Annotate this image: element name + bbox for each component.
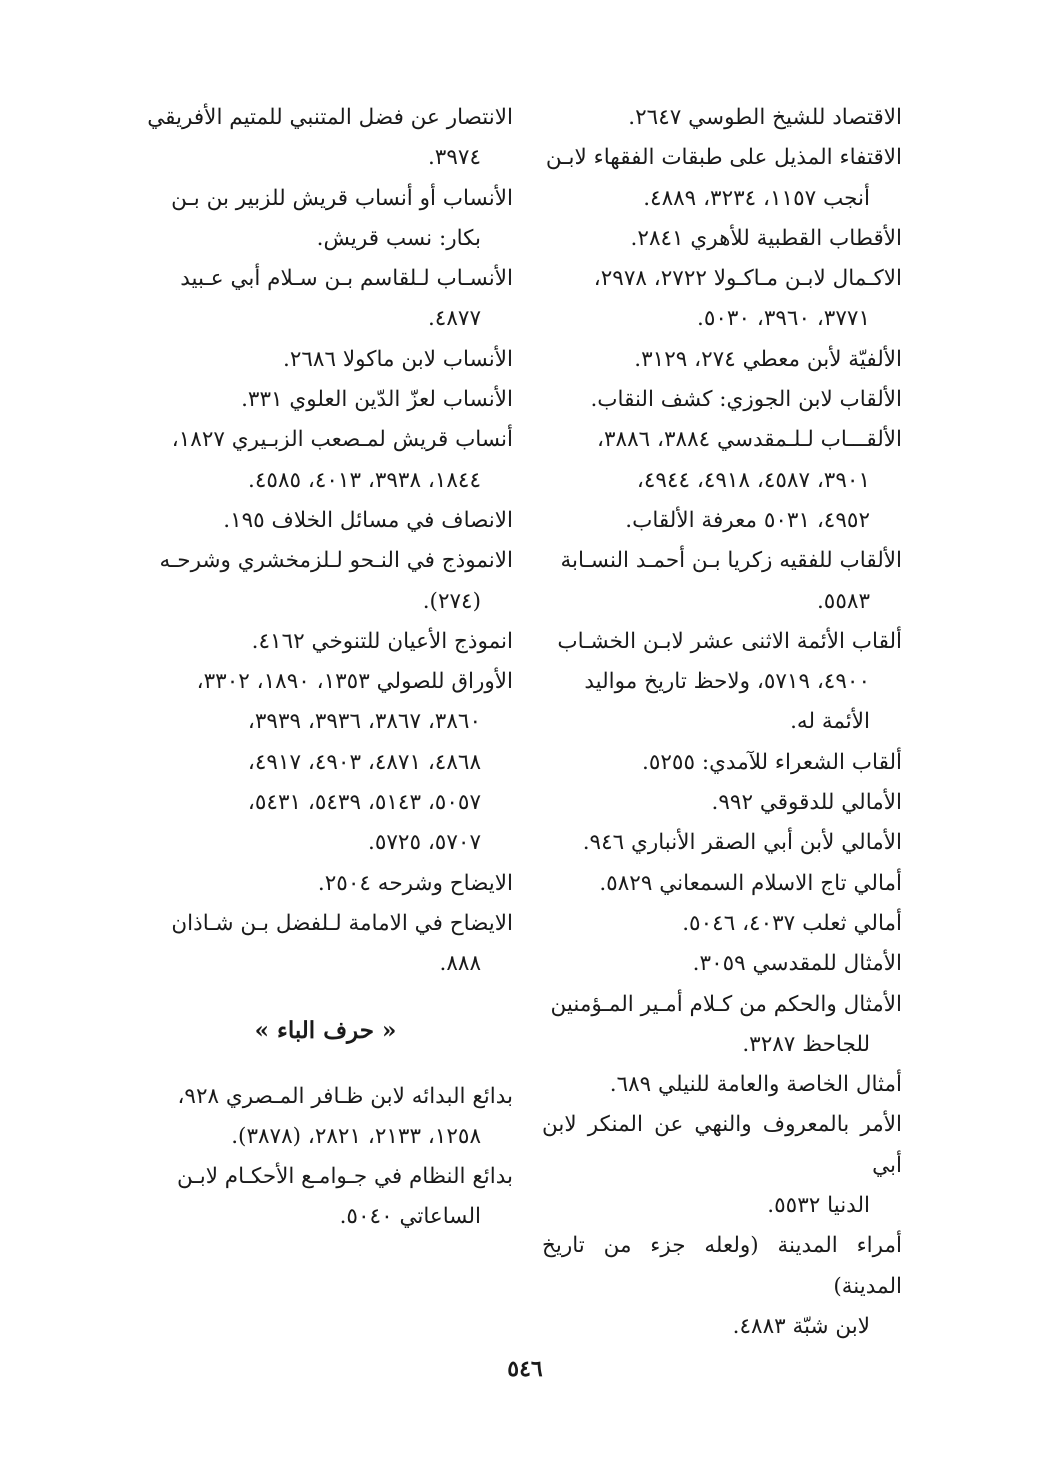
- entry-title-line: أنساب قريش لمـصعب الزبـيري ١٨٢٧،: [171, 427, 513, 453]
- entry-title-line: الأمثال للمقدسي ٣٠٥٩.: [692, 951, 902, 977]
- entry-continuation-line: ٤٨٧٧.: [427, 306, 481, 332]
- entry-title-line: بدائع البدائه لابن ظـافر المـصري ٩٢٨،: [177, 1083, 513, 1109]
- index-entry: [542, 823, 902, 863]
- entries-group-before: [138, 98, 513, 985]
- index-entry: [138, 662, 513, 863]
- entry-continuation-line: ٤٩٠٠، ٥٧١٩، ولاحظ تاريخ مواليد: [584, 669, 870, 695]
- index-entry: [542, 219, 902, 259]
- index-entry: [138, 98, 513, 179]
- index-entry: [542, 743, 902, 783]
- index-column-left: [138, 98, 513, 1238]
- index-entry: [542, 380, 902, 420]
- entry-title-line: الانصاف في مسائل الخلاف ١٩٥.: [223, 507, 513, 533]
- index-entry: [138, 179, 513, 260]
- index-entry: [138, 259, 513, 340]
- entry-continuation-line: ٥٥٨٣.: [816, 588, 870, 614]
- entry-title-line: الأنسـاب لـلقاسم بـن سـلام أبي عـبيد: [180, 266, 513, 292]
- index-entry: [138, 340, 513, 380]
- index-entry: [542, 98, 902, 138]
- index-entry: [542, 783, 902, 823]
- index-entry: [542, 904, 902, 944]
- entry-title-line: الانموذج في النـحو لـلزمخشري وشرحـه: [159, 548, 513, 574]
- entry-continuation-line: ٨٨٨.: [439, 951, 481, 977]
- index-entry: [138, 864, 513, 904]
- entry-title-line: الانتصار عن فضل المتنبي للمتيم الأفريقي: [147, 105, 513, 130]
- index-entry: [138, 1157, 513, 1238]
- entry-title-line: الألقـــاب لـلـمقدسي ٣٨٨٤، ٣٨٨٦،: [597, 427, 902, 453]
- entry-continuation-line: الأئمة له.: [790, 709, 870, 735]
- index-entry: [542, 1065, 902, 1105]
- index-entry: [542, 1105, 902, 1226]
- index-entry: [542, 944, 902, 984]
- index-column-right: [542, 98, 902, 1347]
- entry-continuation-line: ٣٩٧٤.: [427, 145, 481, 171]
- entry-title-line: أمثال الخاصة والعامة للنيلي ٦٨٩.: [609, 1072, 902, 1098]
- section-heading: « حرف الباء »: [254, 1016, 397, 1044]
- index-entry: [138, 622, 513, 662]
- entry-continuation-line: لابن شبّة ٤٨٨٣.: [732, 1313, 870, 1339]
- index-entry: [542, 985, 902, 1066]
- index-entry: [138, 541, 513, 622]
- index-entry: [542, 1226, 902, 1347]
- entry-continuation-line: ٤٨٦٨، ٤٨٧١، ٤٩٠٣، ٤٩١٧،: [247, 749, 481, 775]
- entry-continuation-line: بكار: نسب قريش.: [316, 225, 481, 251]
- index-entry: [542, 420, 902, 541]
- index-entry: [542, 864, 902, 904]
- entry-title-line: الأمالي لأبن أبي الصقر الأنباري ٩٤٦.: [582, 830, 902, 856]
- index-entry: [138, 904, 513, 985]
- entry-continuation-line: ٣٧٧١، ٣٩٦٠، ٥٠٣٠.: [696, 306, 870, 332]
- entry-continuation-line: ١٨٤٤، ٣٩٣٨، ٤٠١٣، ٤٥٨٥.: [248, 467, 481, 493]
- entry-title-line: أمراء المدينة (ولعله جزء من تاريخ المدينة): [542, 1233, 902, 1299]
- entry-title-line: الأقطاب القطبية للأهري ٢٨٤١.: [630, 225, 902, 251]
- entry-continuation-line: أنجب ١١٥٧، ٣٢٣٤، ٤٨٨٩.: [643, 185, 870, 211]
- entry-title-line: الأمثال والحكم من كـلام أمـير المـؤمنين: [550, 991, 902, 1017]
- entry-continuation-line: ٥٠٥٧، ٥١٤٣، ٥٤٣٩، ٥٤٣١،: [247, 790, 481, 816]
- entry-continuation-line: (٢٧٤).: [422, 588, 481, 614]
- page-number: ٥٤٦: [507, 1356, 543, 1382]
- entry-title-line: الألقاب للفقيه زكريا بـن أحمـد النسـابة: [560, 548, 902, 574]
- entry-title-line: الأمر بالمعروف والنهي عن المنكر لابن أبي: [542, 1112, 902, 1178]
- index-entry: [138, 420, 513, 501]
- entry-title-line: أمالي ثعلب ٤٠٣٧، ٥٠٤٦.: [682, 910, 902, 936]
- index-entry: [542, 340, 902, 380]
- entry-title-line: بدائع النظام في جـوامـع الأحكـام لابـن: [177, 1164, 513, 1190]
- entry-continuation-line: الدنيا ٥٥٣٢.: [767, 1193, 870, 1219]
- entry-title-line: الاكـمال لابـن مـاكـولا ٢٧٢٢، ٢٩٧٨،: [593, 266, 902, 292]
- entry-title-line: الألفيّة لأبن معطي ٢٧٤، ٣١٢٩.: [634, 346, 902, 372]
- entry-title-line: الايضاح وشرحه ٢٥٠٤.: [317, 870, 513, 896]
- index-entry: [138, 1077, 513, 1158]
- entry-continuation-line: للجاحظ ٣٢٨٧.: [742, 1031, 870, 1057]
- index-entry: [138, 380, 513, 420]
- entry-title-line: ألقاب الشعراء للآمدي: ٥٢٥٥.: [641, 749, 902, 775]
- index-entry: [542, 138, 902, 219]
- entry-title-line: الاقتصاد للشيخ الطوسي ٢٦٤٧.: [628, 105, 902, 130]
- entry-title-line: انموذج الأعيان للتنوخي ٤١٦٢.: [251, 628, 513, 654]
- entry-title-line: أمالي تاج الاسلام السمعاني ٥٨٢٩.: [599, 870, 902, 896]
- entry-title-line: الأنساب لعزّ الدّين العلوي ٣٣١.: [241, 387, 513, 413]
- entry-continuation-line: ٣٩٠١، ٤٥٨٧، ٤٩١٨، ٤٩٤٤،: [636, 467, 870, 493]
- entry-title-line: ألقاب الأئمة الاثنى عشر لابـن الخشـاب: [557, 628, 902, 654]
- entry-title-line: الاقتفاء المذيل على طبقات الفقهاء لابـن: [545, 145, 902, 171]
- index-entry: [542, 541, 902, 622]
- index-entry: [542, 622, 902, 743]
- index-entry: [542, 259, 902, 340]
- entry-continuation-line: ٤٩٥٢، ٥٠٣١ معرفة الألقاب.: [625, 507, 870, 533]
- entry-continuation-line: ٣٨٦٠، ٣٨٦٧، ٣٩٣٦، ٣٩٣٩،: [247, 709, 481, 735]
- entry-title-line: الايضاح في الامامة لـلفضل بـن شـاذان: [171, 910, 513, 936]
- entry-continuation-line: ١٢٥٨، ٢١٣٣، ٢٨٢١، (٣٨٧٨).: [231, 1123, 481, 1149]
- entries-group-after: [138, 1077, 513, 1238]
- entry-title-line: الألقاب لابن الجوزي: كشف النقاب.: [590, 387, 902, 413]
- index-entry: [138, 501, 513, 541]
- entry-title-line: الأنساب أو أنساب قريش للزبير بن بـن: [171, 185, 513, 211]
- entry-continuation-line: ٥٧٠٧، ٥٧٢٥.: [367, 830, 481, 856]
- entry-title-line: الأوراق للصولي ١٣٥٣، ١٨٩٠، ٣٣٠٢،: [196, 669, 513, 695]
- entry-continuation-line: الساعاتي ٥٠٤٠.: [339, 1204, 481, 1230]
- entry-title-line: الأنساب لابن ماكولا ٢٦٨٦.: [282, 346, 513, 372]
- entry-title-line: الأمالي للدقوقي ٩٩٢.: [711, 790, 902, 816]
